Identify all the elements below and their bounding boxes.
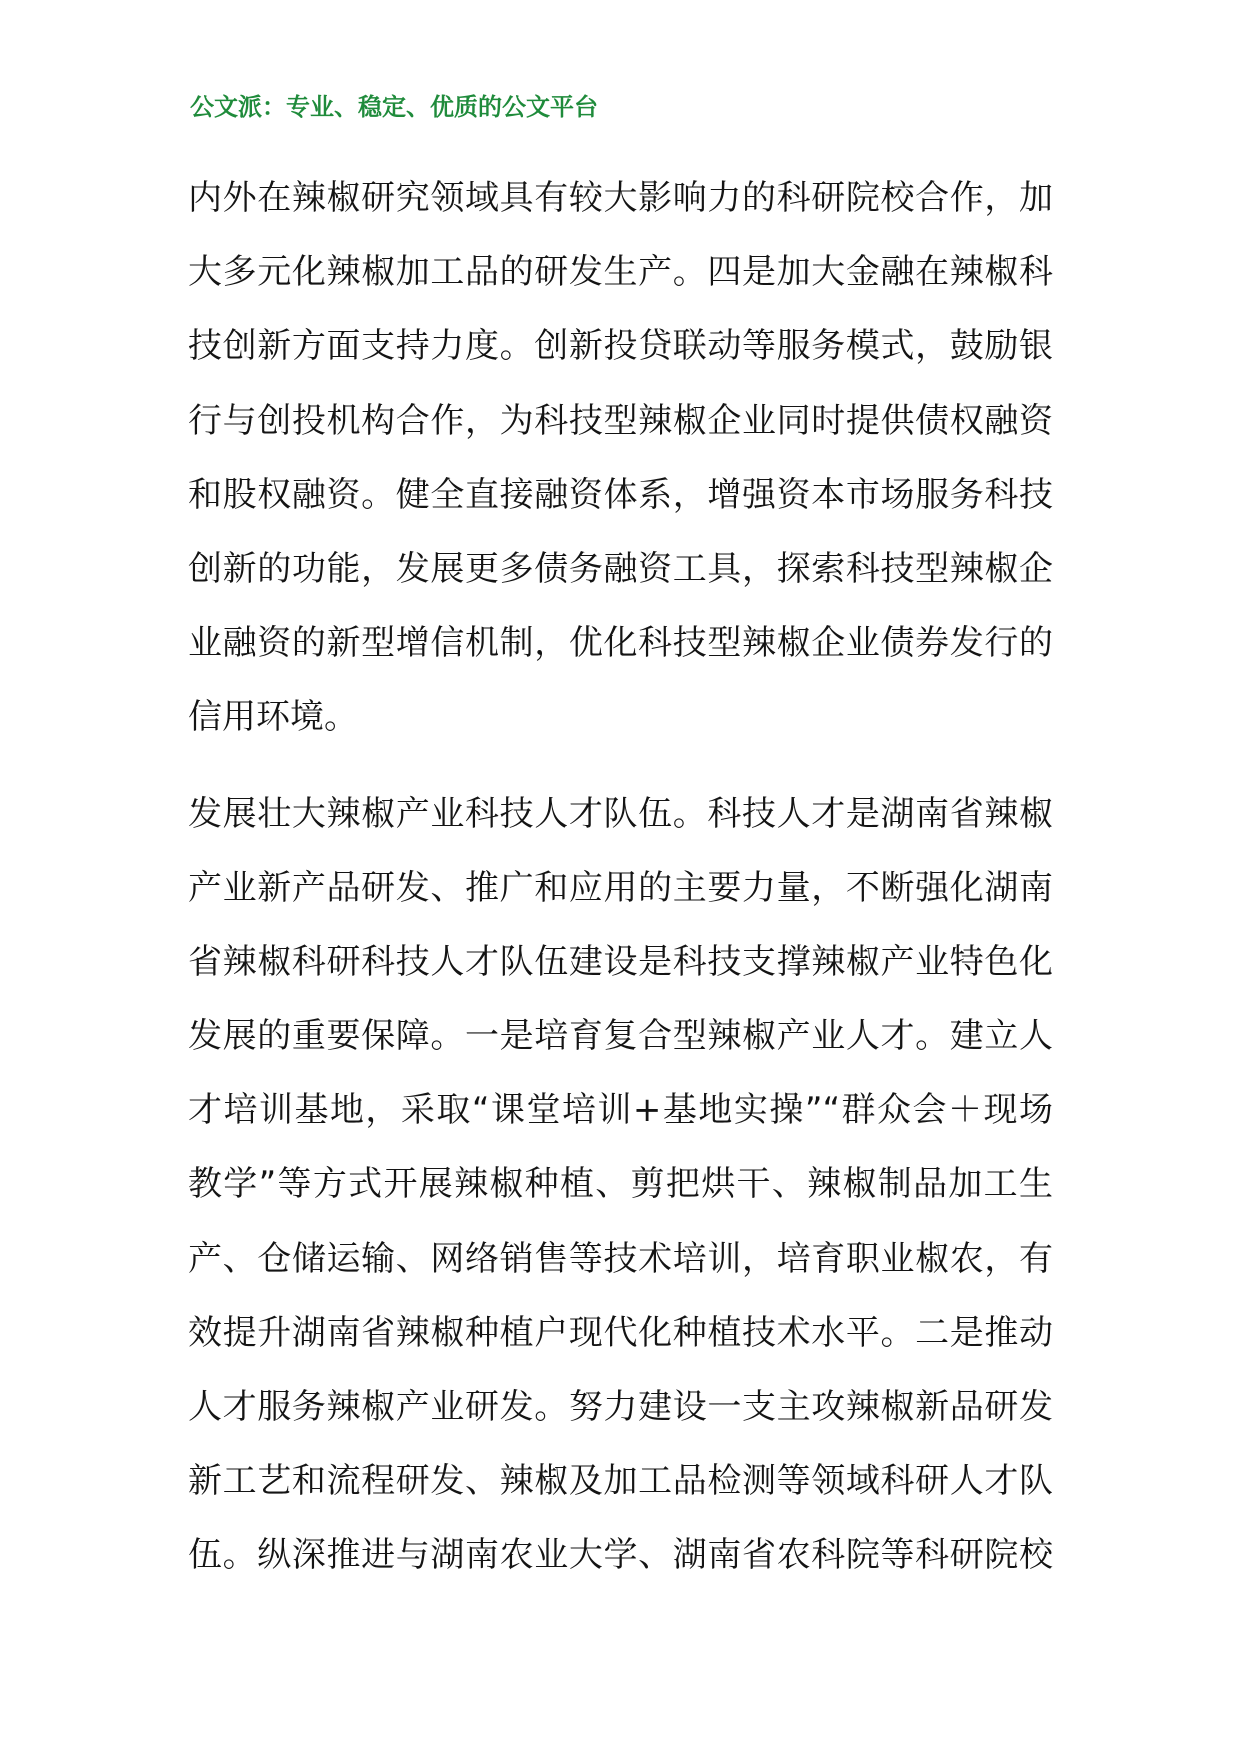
text-line: 产业新产品研发、推广和应用的主要力量，不断强化湖南 xyxy=(188,867,1053,908)
header-banner: 公文派：专业、稳定、优质的公文平台 xyxy=(190,93,598,121)
paragraph xyxy=(188,161,1053,755)
text-line: 发展的重要保障。一是培育复合型辣椒产业人才。建立人 xyxy=(188,1016,1053,1057)
text-line: 人才服务辣椒产业研发。努力建设一支主攻辣椒新品研发 xyxy=(188,1387,1053,1427)
text-line: 内外在辣椒研究领域具有较大影响力的科研院校合作，加 xyxy=(188,178,1053,218)
text-line: 伍。纵深推进与湖南农业大学、湖南省农科院等科研院校 xyxy=(188,1535,1053,1576)
text-line: 发展壮大辣椒产业科技人才队伍。科技人才是湖南省辣椒 xyxy=(188,793,1053,834)
text-line: 产、仓储运输、网络销售等技术培训，培育职业椒农，有 xyxy=(188,1238,1053,1279)
text-line: 创新的功能，发展更多债务融资工具，探索科技型辣椒企 xyxy=(188,548,1053,589)
text-line: 大多元化辣椒加工品的研发生产。四是加大金融在辣椒科 xyxy=(188,252,1053,293)
paragraph xyxy=(188,777,1053,1593)
text-line: 才培训基地，采取“课堂培训+基地实操”“群众会＋现场 xyxy=(188,1090,1053,1131)
text-line: 技创新方面支持力度。创新投贷联动等服务模式，鼓励银 xyxy=(188,326,1053,367)
text-line: 行与创投机构合作，为科技型辣椒企业同时提供债权融资 xyxy=(188,400,1053,441)
text-line: 效提升湖南省辣椒种植户现代化种植技术水平。二是推动 xyxy=(188,1312,1053,1353)
text-line: 和股权融资。健全直接融资体系，增强资本市场服务科技 xyxy=(188,474,1053,515)
text-line: 信用环境。 xyxy=(188,697,358,738)
text-line: 业融资的新型增信机制，优化科技型辣椒企业债券发行的 xyxy=(188,623,1053,664)
document-body xyxy=(188,161,1053,1615)
text-line: 教学”等方式开展辣椒种植、剪把烘干、辣椒制品加工生 xyxy=(188,1164,1053,1205)
text-line: 省辣椒科研科技人才队伍建设是科技支撑辣椒产业特色化 xyxy=(188,941,1053,982)
text-line: 新工艺和流程研发、辣椒及加工品检测等领域科研人才队 xyxy=(188,1461,1053,1502)
